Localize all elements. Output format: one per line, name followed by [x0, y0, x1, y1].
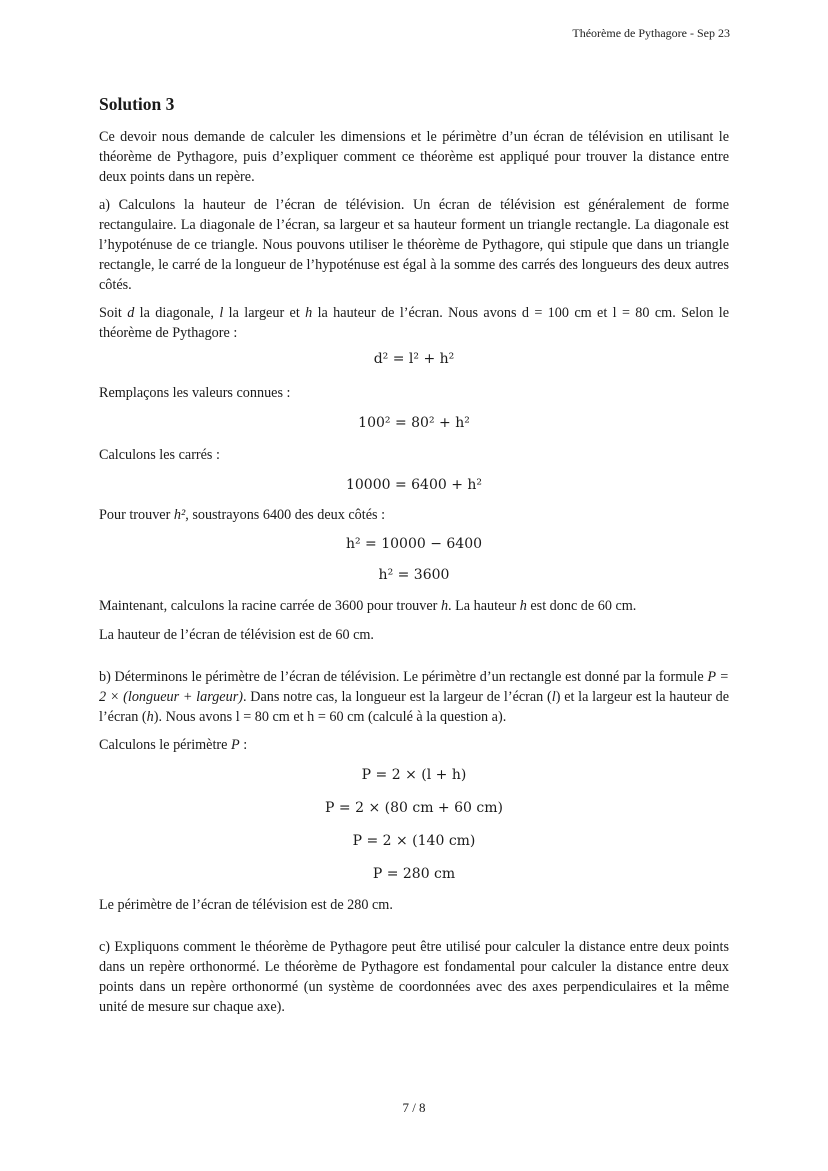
squares-label: Calculons les carrés : [99, 447, 220, 463]
text: et [289, 709, 308, 725]
section-title: Solution 3 [99, 94, 175, 114]
inline-equation: h = 60 cm [307, 709, 365, 725]
spacer [99, 653, 729, 667]
running-header: Théorème de Pythagore - Sep 23 [572, 26, 730, 40]
var-h: h [146, 709, 154, 725]
part-c-paragraph: c) Expliquons comment le théorème de Pythagore peut être utilisé pour calculer la distance entre deux points dans un repère orthonormé. Le théorème de Pythagore est fondamental pour calculer la distance entre deux points dans un repère orthonormé (un système de coordonnées avec des axes perpendiculaires et la même unité de mesure sur chaque axe). [99, 939, 729, 1015]
text: la largeur et [223, 305, 306, 321]
equation-squares: 10000 = 6400 + h² [345, 477, 483, 493]
text: Soit [99, 305, 128, 321]
text: et [591, 305, 613, 321]
text: la diagonale, [134, 305, 220, 321]
text: . La hauteur [448, 598, 520, 614]
equation-substituted: 100² = 80² + h² [358, 415, 470, 431]
equation-result: h² = 3600 [378, 567, 450, 583]
find-h-label [99, 505, 729, 525]
var-h-squared: h² [173, 507, 186, 523]
var-h: h [305, 305, 313, 321]
equation-subtraction: h² = 10000 − 6400 [345, 536, 483, 552]
text: Pour trouver [99, 507, 174, 523]
var-p: P [230, 737, 240, 753]
text: Calculons le périmètre [99, 737, 231, 753]
var-h: h [440, 598, 449, 614]
perimeter-label [99, 735, 729, 755]
var-l: l [551, 689, 556, 705]
document-body [99, 94, 729, 1025]
text: la hauteur de l’écran. Nous avons [312, 305, 522, 321]
text: , soustrayons 6400 des deux côtés : [185, 507, 386, 523]
part-a-paragraph: a) Calculons la hauteur de l’écran de télévision. Un écran de télévision est généralement de forme rectangulaire. La diagonale de l’écran, sa largeur et sa hauteur forment un triangle rectangle. La diagonale est l’hypoténuse de ce triangle. Nous pouvons utiliser le théorème de Pythagore, qui stipule que dans un triangle rectangle, le carré de la longueur de l’hypoténuse est égal à la somme des carrés des longueurs des deux autres côtés. [99, 197, 729, 293]
text: . Dans notre cas, la longueur est la largeur de l’écran ( [242, 689, 552, 705]
equation-perimeter-sum: P = 2 × (140 cm) [352, 833, 476, 849]
spacer [99, 923, 729, 937]
text: est donc de 60 cm. [526, 598, 637, 614]
text: b) Déterminons le périmètre de l’écran de télévision. Le périmètre d’un rectangle est donné par la formule [99, 669, 708, 685]
equation-perimeter-result: P = 280 cm [372, 866, 456, 882]
text: ). Nous avons [153, 709, 236, 725]
replace-label: Remplaçons les valeurs connues : [99, 385, 291, 401]
part-a-definitions [99, 303, 729, 343]
equation-pythagore: d² = l² + h² [373, 351, 455, 367]
equation-perimeter-formula: P = 2 × (l + h) [361, 767, 467, 783]
equation-perimeter-values: P = 2 × (80 cm + 60 cm) [325, 800, 503, 816]
text: . Selon le théorème de Pythagore : [99, 305, 730, 341]
part-b-conclusion: Le périmètre de l’écran de télévision est de 280 cm. [99, 897, 393, 913]
inline-equation: l = 80 cm [235, 709, 290, 725]
part-a-conclusion: La hauteur de l’écran de télévision est de 60 cm. [99, 627, 374, 643]
inline-equation: l = 80 cm [612, 305, 673, 321]
text: Maintenant, calculons la racine carrée de 3600 pour trouver [99, 598, 441, 614]
var-l: l [219, 305, 224, 321]
perimeter-formula: P = 2 × (longueur + largeur) [99, 669, 730, 705]
text: : [239, 737, 248, 753]
page-number: 7 / 8 [402, 1100, 426, 1115]
text: ) et la largeur est la hauteur de l’écran ( [99, 689, 729, 725]
var-h: h [519, 598, 527, 614]
part-b-paragraph [99, 667, 729, 727]
square-root-paragraph [99, 596, 729, 616]
text: (calculé à la question a). [364, 709, 507, 725]
intro-paragraph: Ce devoir nous demande de calculer les dimensions et le périmètre d’un écran de télévision en utilisant le théorème de Pythagore, puis d’expliquer comment ce théorème est appliqué pour trouver la distance entre deux points dans un repère. [99, 129, 729, 185]
var-d: d [127, 305, 135, 321]
inline-equation: d = 100 cm [521, 305, 592, 321]
